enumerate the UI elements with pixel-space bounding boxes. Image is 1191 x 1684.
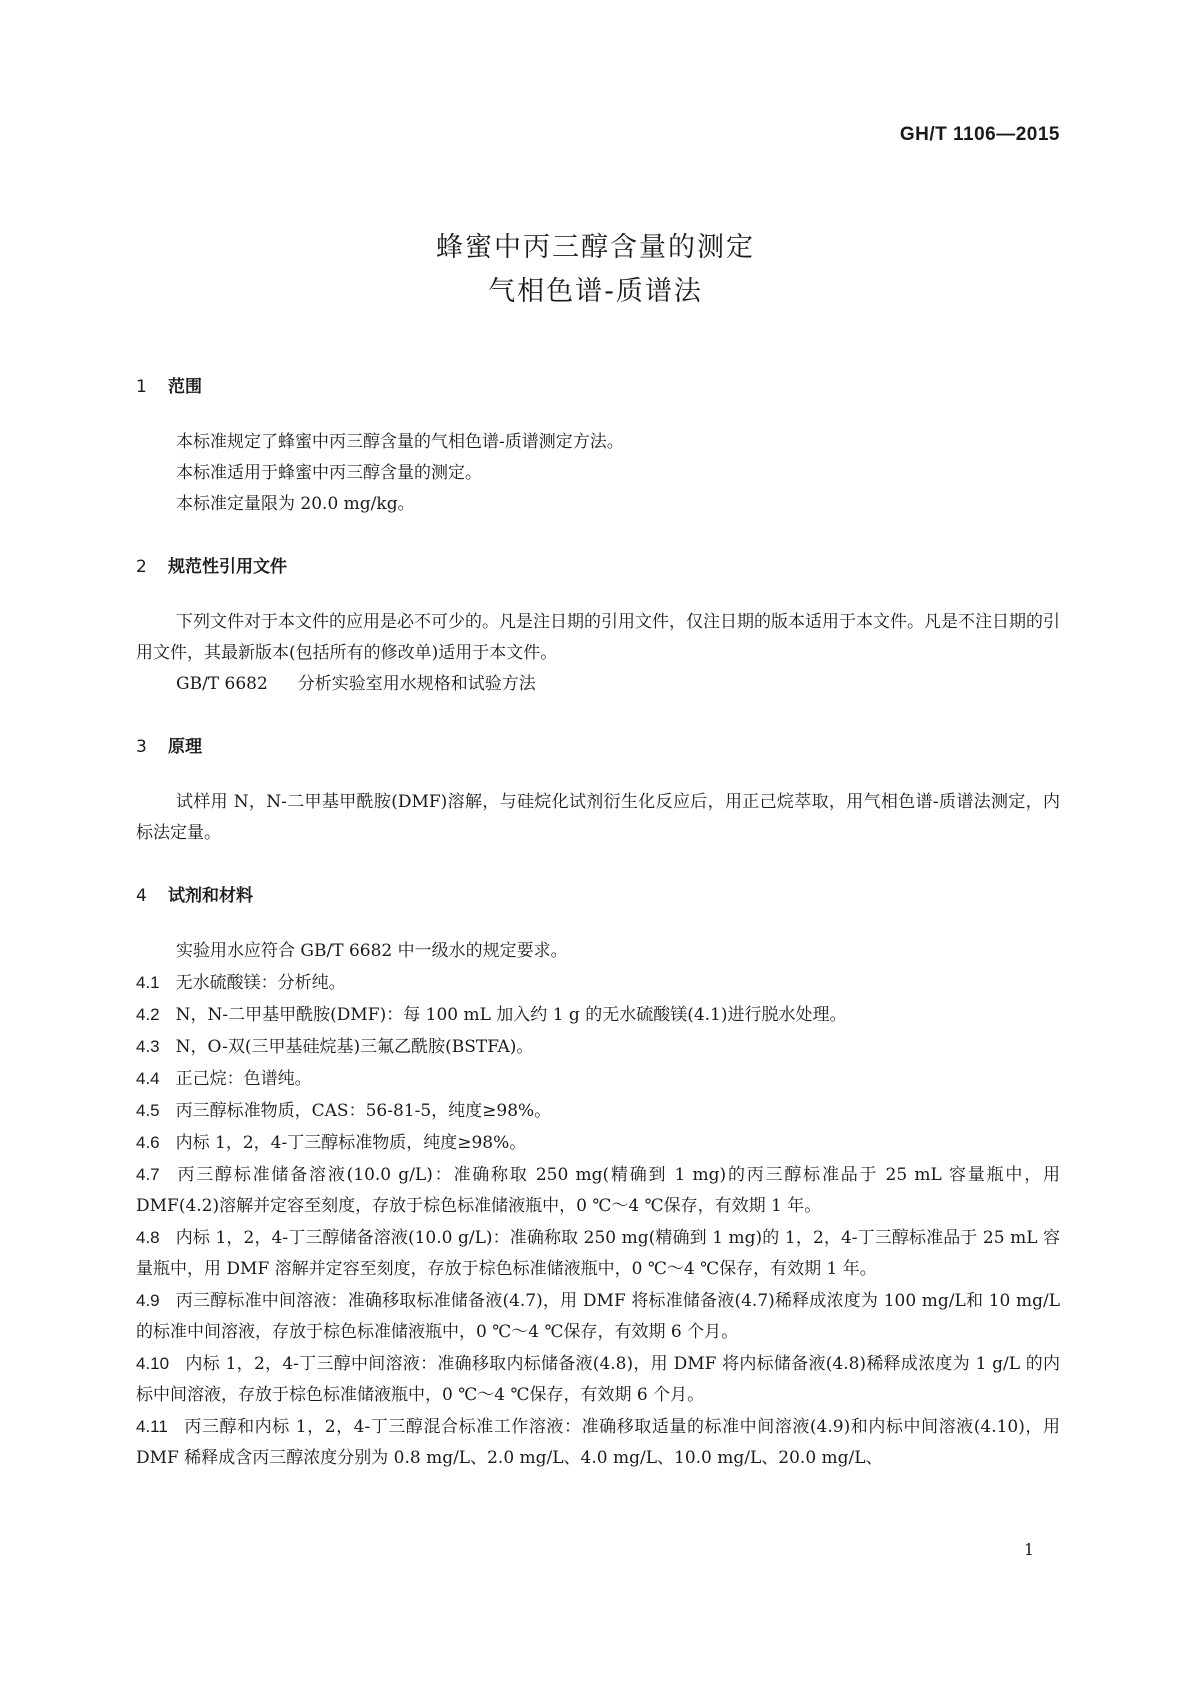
- list-item: [136, 999, 1060, 1031]
- reference-code: GB/T 6682: [176, 674, 268, 694]
- item-number: 4.4: [136, 1069, 160, 1088]
- item-number: 4.9: [136, 1291, 160, 1310]
- document-body: [136, 372, 1060, 1474]
- reference-title: 分析实验室用水规格和试验方法: [297, 674, 536, 694]
- list-item: [136, 1031, 1060, 1063]
- section-title: 原理: [168, 737, 202, 757]
- list-item: [136, 967, 1060, 999]
- section-number: 4: [136, 886, 147, 906]
- document-subtitle: 气相色谱-质谱法: [488, 276, 703, 307]
- reference-entry: [136, 669, 1060, 700]
- item-number: 4.11: [136, 1417, 168, 1436]
- section-heading-principle: [136, 732, 1060, 757]
- item-text: 内标 1，2，4-丁三醇中间溶液：准确移取内标储备液(4.8)，用 DMF 将内标储备液(4.8)稀释成浓度为 1 g/L 的内标中间溶液，存放于棕色标准储液瓶中，0 ℃～4 ℃保存，有效期 6 个月。: [136, 1354, 1060, 1405]
- paragraph: 下列文件对于本文件的应用是必不可少的。凡是注日期的引用文件，仅注日期的版本适用于本文件。凡是不注日期的引用文件，其最新版本(包括所有的修改单)适用于本文件。: [136, 612, 1060, 663]
- item-number: 4.5: [136, 1101, 160, 1120]
- paragraph: 本标准规定了蜂蜜中丙三醇含量的气相色谱-质谱测定方法。: [176, 432, 624, 452]
- item-number: 4.10: [136, 1354, 170, 1373]
- paragraph: 本标准定量限为 20.0 mg/kg。: [176, 494, 415, 514]
- section-heading-scope: [136, 372, 1060, 397]
- item-text: N，O-双(三甲基硅烷基)三氟乙酰胺(BSTFA)。: [175, 1037, 534, 1057]
- standard-code: GH/T 1106—2015: [899, 124, 1060, 145]
- item-number: 4.8: [136, 1228, 160, 1247]
- list-item: [136, 1411, 1060, 1474]
- item-text: N，N-二甲基甲酰胺(DMF)：每 100 mL 加入约 1 g 的无水硫酸镁(4.1)进行脱水处理。: [175, 1005, 847, 1025]
- item-text: 丙三醇标准储备溶液(10.0 g/L)：准确称取 250 mg(精确到 1 mg)的丙三醇标准品于 25 mL 容量瓶中，用 DMF(4.2)溶解并定容至刻度，存放于棕色标准储液瓶中，0 ℃～4 ℃保存，有效期 1 年。: [136, 1165, 1060, 1216]
- item-text: 无水硫酸镁：分析纯。: [175, 973, 346, 993]
- list-item: [136, 1348, 1060, 1411]
- section-number: 1: [136, 377, 147, 397]
- list-item: [136, 1159, 1060, 1222]
- page-number: 1: [1023, 1540, 1034, 1559]
- paragraph: 试样用 N，N-二甲基甲酰胺(DMF)溶解，与硅烷化试剂衍生化反应后，用正己烷萃取，用气相色谱-质谱法测定，内标法定量。: [136, 792, 1060, 843]
- list-item: [136, 1285, 1060, 1348]
- item-number: 4.1: [136, 973, 160, 992]
- paragraph: 本标准适用于蜂蜜中丙三醇含量的测定。: [176, 463, 482, 483]
- item-text: 丙三醇标准物质，CAS：56-81-5，纯度≥98%。: [175, 1101, 552, 1121]
- list-item: [136, 1127, 1060, 1159]
- paragraph: 实验用水应符合 GB/T 6682 中一级水的规定要求。: [176, 941, 568, 961]
- section-title: 规范性引用文件: [168, 557, 287, 577]
- item-text: 丙三醇和内标 1，2，4-丁三醇混合标准工作溶液：准确移取适量的标准中间溶液(4.9)和内标中间溶液(4.10)，用 DMF 稀释成含丙三醇浓度分别为 0.8 mg/L、2.0 mg/L、4.0 mg/L、10.0 mg/L、20.0 mg/L、: [136, 1417, 1060, 1468]
- section-title: 试剂和材料: [168, 886, 253, 906]
- section-title: 范围: [168, 377, 202, 397]
- item-number: 4.3: [136, 1037, 160, 1056]
- section-heading-reagents: [136, 881, 1060, 906]
- item-text: 内标 1，2，4-丁三醇储备溶液(10.0 g/L)：准确称取 250 mg(精确到 1 mg)的 1，2，4-丁三醇标准品于 25 mL 容量瓶中，用 DMF 溶解并定容至刻度，存放于棕色标准储液瓶中，0 ℃～4 ℃保存，有效期 1 年。: [136, 1228, 1060, 1279]
- item-text: 正己烷：色谱纯。: [175, 1069, 312, 1089]
- item-number: 4.2: [136, 1005, 160, 1024]
- section-number: 3: [136, 737, 147, 757]
- item-number: 4.6: [136, 1133, 160, 1152]
- document-title: 蜂蜜中丙三醇含量的测定: [436, 232, 755, 263]
- section-heading-normative-references: [136, 552, 1060, 577]
- item-text: 内标 1，2，4-丁三醇标准物质，纯度≥98%。: [175, 1133, 527, 1153]
- item-number: 4.7: [136, 1165, 160, 1184]
- section-number: 2: [136, 557, 147, 577]
- item-text: 丙三醇标准中间溶液：准确移取标准储备液(4.7)，用 DMF 将标准储备液(4.7)稀释成浓度为 100 mg/L和 10 mg/L 的标准中间溶液，存放于棕色标准储液瓶中，0 ℃～4 ℃保存，有效期 6 个月。: [136, 1291, 1060, 1342]
- list-item: [136, 1222, 1060, 1285]
- list-item: [136, 1063, 1060, 1095]
- list-item: [136, 1095, 1060, 1127]
